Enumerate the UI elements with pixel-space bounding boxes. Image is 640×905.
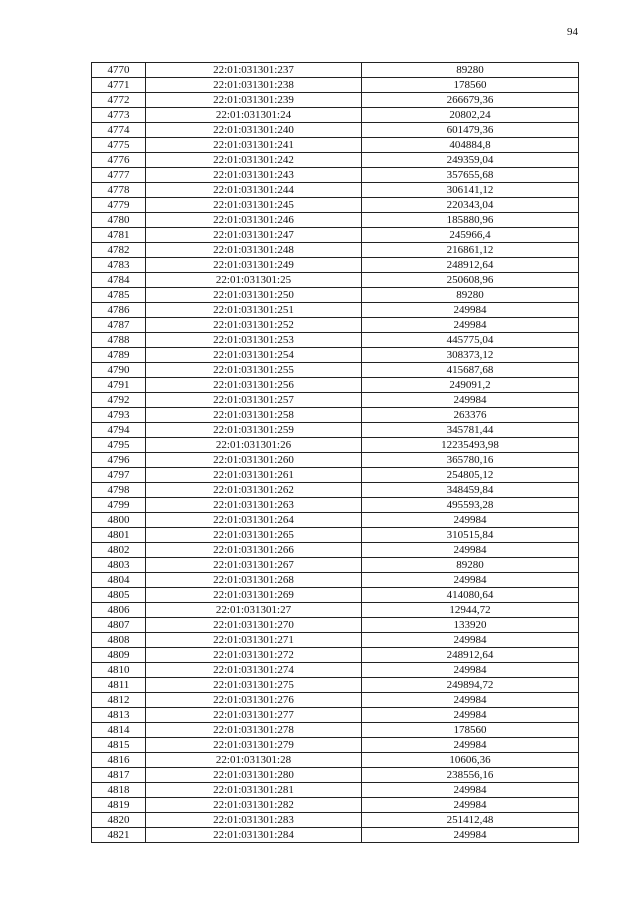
cadastral-number-cell: 22:01:031301:268 [146, 573, 362, 588]
cadastral-value-cell: 133920 [362, 618, 579, 633]
cadastral-value-cell: 250608,96 [362, 273, 579, 288]
cadastral-number-cell: 22:01:031301:262 [146, 483, 362, 498]
table-row [92, 693, 579, 708]
cadastral-value-cell: 238556,16 [362, 768, 579, 783]
table-row [92, 648, 579, 663]
cadastral-number-cell: 22:01:031301:271 [146, 633, 362, 648]
cadastral-value-cell: 248912,64 [362, 648, 579, 663]
cadastral-number-cell: 22:01:031301:270 [146, 618, 362, 633]
row-number-cell: 4818 [92, 783, 146, 798]
cadastral-value-cell: 216861,12 [362, 243, 579, 258]
cadastral-number-cell: 22:01:031301:266 [146, 543, 362, 558]
table-row [92, 768, 579, 783]
cadastral-number-cell: 22:01:031301:241 [146, 138, 362, 153]
table-row [92, 258, 579, 273]
cadastral-number-cell: 22:01:031301:252 [146, 318, 362, 333]
cadastral-value-cell: 348459,84 [362, 483, 579, 498]
cadastral-number-cell: 22:01:031301:259 [146, 423, 362, 438]
table-row [92, 138, 579, 153]
cadastral-number-cell: 22:01:031301:281 [146, 783, 362, 798]
cadastral-value-cell: 495593,28 [362, 498, 579, 513]
cadastral-number-cell: 22:01:031301:269 [146, 588, 362, 603]
row-number-cell: 4783 [92, 258, 146, 273]
row-number-cell: 4799 [92, 498, 146, 513]
row-number-cell: 4798 [92, 483, 146, 498]
cadastral-number-cell: 22:01:031301:243 [146, 168, 362, 183]
cadastral-number-cell: 22:01:031301:264 [146, 513, 362, 528]
table-row [92, 228, 579, 243]
table-row [92, 558, 579, 573]
cadastral-value-cell: 254805,12 [362, 468, 579, 483]
cadastral-value-cell: 249984 [362, 663, 579, 678]
table-row [92, 213, 579, 228]
cadastral-number-cell: 22:01:031301:278 [146, 723, 362, 738]
cadastral-value-cell: 266679,36 [362, 93, 579, 108]
table-row [92, 78, 579, 93]
table-row [92, 543, 579, 558]
table-row [92, 813, 579, 828]
row-number-cell: 4778 [92, 183, 146, 198]
row-number-cell: 4779 [92, 198, 146, 213]
row-number-cell: 4802 [92, 543, 146, 558]
cadastral-value-cell: 249984 [362, 828, 579, 843]
cadastral-number-cell: 22:01:031301:238 [146, 78, 362, 93]
cadastral-number-cell: 22:01:031301:282 [146, 798, 362, 813]
cadastral-number-cell: 22:01:031301:27 [146, 603, 362, 618]
row-number-cell: 4782 [92, 243, 146, 258]
row-number-cell: 4781 [92, 228, 146, 243]
row-number-cell: 4797 [92, 468, 146, 483]
table-row [92, 318, 579, 333]
row-number-cell: 4789 [92, 348, 146, 363]
cadastral-number-cell: 22:01:031301:279 [146, 738, 362, 753]
row-number-cell: 4812 [92, 693, 146, 708]
table-row [92, 303, 579, 318]
cadastral-number-cell: 22:01:031301:277 [146, 708, 362, 723]
cadastral-value-cell: 89280 [362, 63, 579, 78]
cadastral-value-cell: 345781,44 [362, 423, 579, 438]
cadastral-value-cell: 249984 [362, 708, 579, 723]
table-row [92, 618, 579, 633]
table-row [92, 798, 579, 813]
table-row [92, 588, 579, 603]
cadastral-number-cell: 22:01:031301:261 [146, 468, 362, 483]
cadastral-number-cell: 22:01:031301:246 [146, 213, 362, 228]
cadastral-value-cell: 251412,48 [362, 813, 579, 828]
cadastral-number-cell: 22:01:031301:263 [146, 498, 362, 513]
row-number-cell: 4817 [92, 768, 146, 783]
row-number-cell: 4777 [92, 168, 146, 183]
table-row [92, 498, 579, 513]
cadastral-value-cell: 365780,16 [362, 453, 579, 468]
cadastral-value-cell: 249984 [362, 513, 579, 528]
cadastral-value-cell: 310515,84 [362, 528, 579, 543]
row-number-cell: 4801 [92, 528, 146, 543]
cadastral-value-cell: 249984 [362, 693, 579, 708]
cadastral-value-cell: 178560 [362, 78, 579, 93]
cadastral-value-cell: 404884,8 [362, 138, 579, 153]
row-number-cell: 4804 [92, 573, 146, 588]
cadastral-value-cell: 415687,68 [362, 363, 579, 378]
cadastral-number-cell: 22:01:031301:25 [146, 273, 362, 288]
table-row [92, 663, 579, 678]
cadastral-number-cell: 22:01:031301:257 [146, 393, 362, 408]
row-number-cell: 4795 [92, 438, 146, 453]
table-row [92, 528, 579, 543]
cadastral-value-cell: 220343,04 [362, 198, 579, 213]
row-number-cell: 4806 [92, 603, 146, 618]
table-row [92, 333, 579, 348]
row-number-cell: 4811 [92, 678, 146, 693]
table-row [92, 183, 579, 198]
cadastral-value-cell: 357655,68 [362, 168, 579, 183]
cadastral-value-cell: 445775,04 [362, 333, 579, 348]
row-number-cell: 4770 [92, 63, 146, 78]
cadastral-value-cell: 249984 [362, 303, 579, 318]
cadastral-number-cell: 22:01:031301:248 [146, 243, 362, 258]
cadastral-value-cell: 185880,96 [362, 213, 579, 228]
table-row [92, 408, 579, 423]
cadastral-number-cell: 22:01:031301:251 [146, 303, 362, 318]
cadastral-value-cell: 306141,12 [362, 183, 579, 198]
cadastral-value-cell: 249984 [362, 633, 579, 648]
cadastral-value-cell: 12235493,98 [362, 438, 579, 453]
cadastral-value-cell: 263376 [362, 408, 579, 423]
cadastral-value-cell: 249984 [362, 738, 579, 753]
cadastral-number-cell: 22:01:031301:24 [146, 108, 362, 123]
table-row [92, 378, 579, 393]
row-number-cell: 4791 [92, 378, 146, 393]
table-row [92, 243, 579, 258]
cadastral-number-cell: 22:01:031301:284 [146, 828, 362, 843]
cadastral-number-cell: 22:01:031301:244 [146, 183, 362, 198]
table-row [92, 603, 579, 618]
cadastral-value-cell: 249984 [362, 798, 579, 813]
cadastral-number-cell: 22:01:031301:253 [146, 333, 362, 348]
cadastral-number-cell: 22:01:031301:237 [146, 63, 362, 78]
table-row [92, 828, 579, 843]
row-number-cell: 4805 [92, 588, 146, 603]
table-row [92, 633, 579, 648]
row-number-cell: 4786 [92, 303, 146, 318]
cadastral-value-cell: 10606,36 [362, 753, 579, 768]
table-row [92, 708, 579, 723]
table-row [92, 738, 579, 753]
cadastral-number-cell: 22:01:031301:249 [146, 258, 362, 273]
row-number-cell: 4790 [92, 363, 146, 378]
cadastral-number-cell: 22:01:031301:275 [146, 678, 362, 693]
row-number-cell: 4773 [92, 108, 146, 123]
cadastral-number-cell: 22:01:031301:245 [146, 198, 362, 213]
row-number-cell: 4810 [92, 663, 146, 678]
cadastral-value-cell: 249984 [362, 543, 579, 558]
row-number-cell: 4788 [92, 333, 146, 348]
table-row [92, 93, 579, 108]
cadastral-number-cell: 22:01:031301:280 [146, 768, 362, 783]
cadastral-number-cell: 22:01:031301:26 [146, 438, 362, 453]
cadastral-number-cell: 22:01:031301:267 [146, 558, 362, 573]
row-number-cell: 4775 [92, 138, 146, 153]
cadastral-number-cell: 22:01:031301:272 [146, 648, 362, 663]
table-row [92, 483, 579, 498]
cadastral-value-cell: 12944,72 [362, 603, 579, 618]
cadastral-value-cell: 308373,12 [362, 348, 579, 363]
cadastral-number-cell: 22:01:031301:242 [146, 153, 362, 168]
row-number-cell: 4774 [92, 123, 146, 138]
cadastral-value-cell: 249984 [362, 393, 579, 408]
table-row [92, 393, 579, 408]
cadastral-value-cell: 89280 [362, 558, 579, 573]
cadastral-value-cell: 248912,64 [362, 258, 579, 273]
table-row [92, 168, 579, 183]
cadastral-number-cell: 22:01:031301:260 [146, 453, 362, 468]
cadastral-number-cell: 22:01:031301:258 [146, 408, 362, 423]
table-row [92, 423, 579, 438]
row-number-cell: 4784 [92, 273, 146, 288]
table-row [92, 753, 579, 768]
row-number-cell: 4807 [92, 618, 146, 633]
table-row [92, 438, 579, 453]
table-row [92, 723, 579, 738]
table-row [92, 468, 579, 483]
row-number-cell: 4808 [92, 633, 146, 648]
cadastral-value-cell: 249984 [362, 318, 579, 333]
row-number-cell: 4776 [92, 153, 146, 168]
table-row [92, 198, 579, 213]
cadastral-number-cell: 22:01:031301:254 [146, 348, 362, 363]
row-number-cell: 4813 [92, 708, 146, 723]
row-number-cell: 4819 [92, 798, 146, 813]
table-row [92, 348, 579, 363]
table-row [92, 363, 579, 378]
cadastral-value-table [91, 62, 579, 843]
cadastral-value-cell: 249894,72 [362, 678, 579, 693]
row-number-cell: 4800 [92, 513, 146, 528]
cadastral-value-cell: 249091,2 [362, 378, 579, 393]
cadastral-value-cell: 601479,36 [362, 123, 579, 138]
row-number-cell: 4821 [92, 828, 146, 843]
row-number-cell: 4785 [92, 288, 146, 303]
table-row [92, 678, 579, 693]
cadastral-number-cell: 22:01:031301:255 [146, 363, 362, 378]
cadastral-value-cell: 249984 [362, 573, 579, 588]
table-row [92, 273, 579, 288]
cadastral-number-cell: 22:01:031301:247 [146, 228, 362, 243]
row-number-cell: 4809 [92, 648, 146, 663]
table-row [92, 573, 579, 588]
cadastral-value-cell: 20802,24 [362, 108, 579, 123]
table-body [92, 63, 579, 843]
table-row [92, 153, 579, 168]
table-row [92, 783, 579, 798]
cadastral-number-cell: 22:01:031301:239 [146, 93, 362, 108]
table-row [92, 453, 579, 468]
table-row [92, 288, 579, 303]
row-number-cell: 4780 [92, 213, 146, 228]
row-number-cell: 4793 [92, 408, 146, 423]
cadastral-value-cell: 249359,04 [362, 153, 579, 168]
cadastral-value-cell: 245966,4 [362, 228, 579, 243]
cadastral-number-cell: 22:01:031301:276 [146, 693, 362, 708]
cadastral-value-cell: 89280 [362, 288, 579, 303]
row-number-cell: 4787 [92, 318, 146, 333]
row-number-cell: 4792 [92, 393, 146, 408]
cadastral-number-cell: 22:01:031301:256 [146, 378, 362, 393]
row-number-cell: 4803 [92, 558, 146, 573]
table-row [92, 108, 579, 123]
cadastral-number-cell: 22:01:031301:265 [146, 528, 362, 543]
cadastral-number-cell: 22:01:031301:28 [146, 753, 362, 768]
row-number-cell: 4815 [92, 738, 146, 753]
cadastral-number-cell: 22:01:031301:274 [146, 663, 362, 678]
table-row [92, 63, 579, 78]
page-number: 94 [567, 26, 578, 38]
row-number-cell: 4771 [92, 78, 146, 93]
row-number-cell: 4772 [92, 93, 146, 108]
cadastral-number-cell: 22:01:031301:250 [146, 288, 362, 303]
cadastral-value-cell: 249984 [362, 783, 579, 798]
cadastral-number-cell: 22:01:031301:240 [146, 123, 362, 138]
table-row [92, 513, 579, 528]
cadastral-number-cell: 22:01:031301:283 [146, 813, 362, 828]
table-row [92, 123, 579, 138]
row-number-cell: 4820 [92, 813, 146, 828]
row-number-cell: 4796 [92, 453, 146, 468]
row-number-cell: 4814 [92, 723, 146, 738]
cadastral-value-cell: 414080,64 [362, 588, 579, 603]
row-number-cell: 4794 [92, 423, 146, 438]
cadastral-value-cell: 178560 [362, 723, 579, 738]
row-number-cell: 4816 [92, 753, 146, 768]
